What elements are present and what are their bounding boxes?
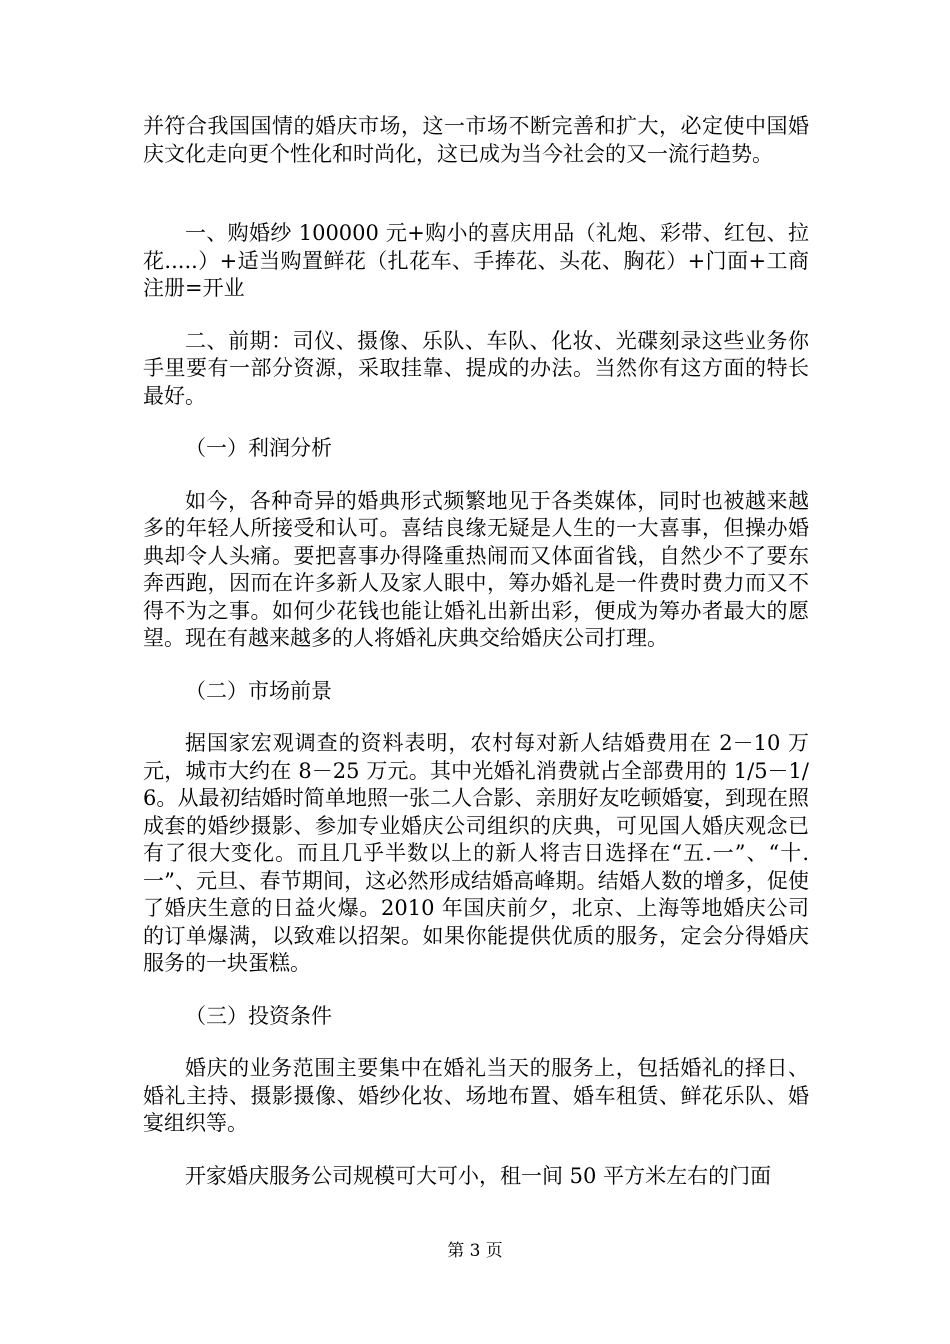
body-paragraph-business-scope: 婚庆的业务范围主要集中在婚礼当天的服务上，包括婚礼的择日、婚礼主持、摄影摄像、婚纱化妆、场地布置、婚车租赁、鲜花乐队、婚宴组织等。 <box>143 1056 809 1135</box>
body-paragraph-item-one: 一、购婚纱 100000 元+购小的喜庆用品（礼炮、彩带、红包、拉花.....）+适当购置鲜花（扎花车、手捧花、头花、胸花）+门面+工商注册=开业 <box>143 221 809 300</box>
page-number-footer: 第 3 页 <box>447 1241 503 1261</box>
section-heading-market-prospect: （二）市场前景 <box>185 678 332 703</box>
body-paragraph-market: 据国家宏观调查的资料表明，农村每对新人结婚费用在 2－10 万元，城市大约在 8－25 万元。其中光婚礼消费就占全部费用的 1/5－1/6。从最初结婚时简单地照一张二人合影、亲朋好友吃顿婚宴，到现在照成套的婚纱摄影、参加专业婚庆公司组织的庆典，可见国人婚庆观念已有了很大变化。而且几乎半数以上的新人将吉日选择在“五.一”、“十.一”、元旦、春节期间，这必然形成结婚高峰期。结婚人数的增多，促使了婚庆生意的日益火爆。2010 年国庆前夕，北京、上海等地婚庆公司的订单爆满，以致难以招架。如果你能提供优质的服务，定会分得婚庆服务的一块蛋糕。 <box>143 731 809 975</box>
document-body <box>143 113 809 1190</box>
body-paragraph-company-scale: 开家婚庆服务公司规模可大可小，租一间 50 平方米左右的门面 <box>185 1163 772 1188</box>
section-heading-investment-conditions: （三）投资条件 <box>185 1003 332 1028</box>
body-paragraph-continuation: 并符合我国国情的婚庆市场，这一市场不断完善和扩大，必定使中国婚庆文化走向更个性化和时尚化，这已成为当今社会的又一流行趋势。 <box>143 114 809 166</box>
body-paragraph-item-two: 二、前期：司仪、摄像、乐队、车队、化妆、光碟刻录这些业务你手里要有一部分资源，采取挂靠、提成的办法。当然你有这方面的特长最好。 <box>143 328 809 408</box>
body-paragraph-profit: 如今，各种奇异的婚典形式频繁地见于各类媒体，同时也被越来越多的年轻人所接受和认可。喜结良缘无疑是人生的一大喜事，但操办婚典却令人头痛。要把喜事办得隆重热闹而又体面省钱，自然少不了要东奔西跑，因而在许多新人及家人眼中，筹办婚礼是一件费时费力而又不得不为之事。如何少花钱也能让婚礼出新出彩，便成为筹办者最大的愿望。现在有越来越多的人将婚礼庆典交给婚庆公司打理。 <box>143 488 809 650</box>
section-heading-profit-analysis: （一）利润分析 <box>185 436 332 460</box>
